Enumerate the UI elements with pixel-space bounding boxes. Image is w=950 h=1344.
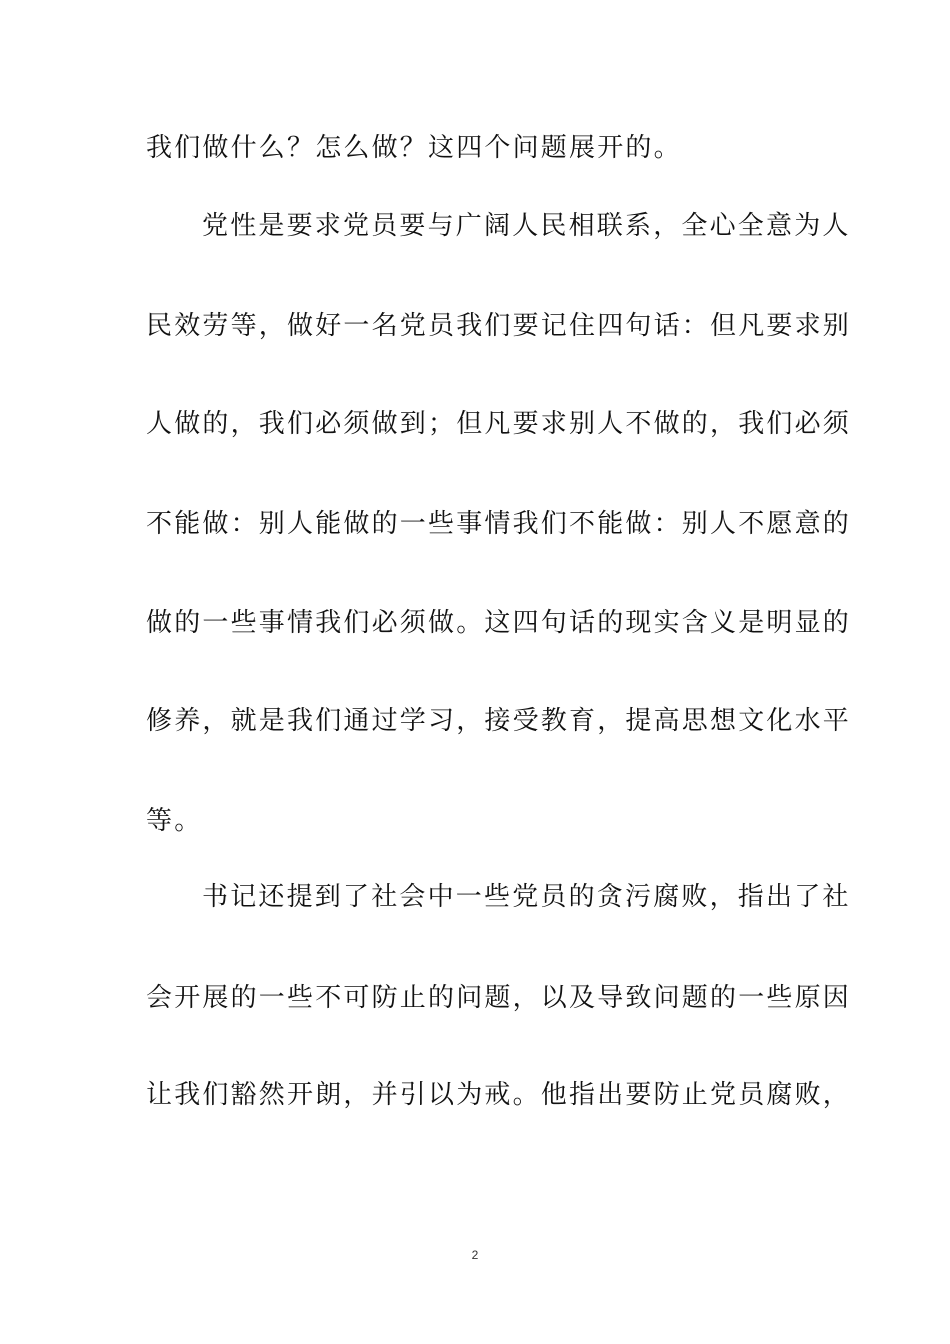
page-number: 2 [471,1248,479,1262]
text-line: 等。 [146,806,203,836]
paragraph-start-line: 书记还提到了社会中一些党员的贪污腐败，指出了社 [202,882,851,912]
text-line: 会开展的一些不可防止的问题，以及导致问题的一些原因 [146,983,852,1013]
text-line: 让我们豁然开朗，并引以为戒。他指出要防止党员腐败， [146,1080,852,1110]
text-line: 不能做：别人能做的一些事情我们不能做：别人不愿意的 [146,509,852,539]
text-line: 修养，就是我们通过学习，接受教育，提高思想文化水平 [146,706,852,736]
text-line: 民效劳等，做好一名党员我们要记住四句话：但凡要求别 [146,311,852,341]
paragraph-start-line: 党性是要求党员要与广阔人民相联系，全心全意为人 [202,211,851,241]
text-line: 人做的，我们必须做到；但凡要求别人不做的，我们必须 [146,409,852,439]
text-line: 我们做什么？怎么做？这四个问题展开的。 [146,133,682,163]
text-line: 做的一些事情我们必须做。这四句话的现实含义是明显的 [146,608,852,638]
